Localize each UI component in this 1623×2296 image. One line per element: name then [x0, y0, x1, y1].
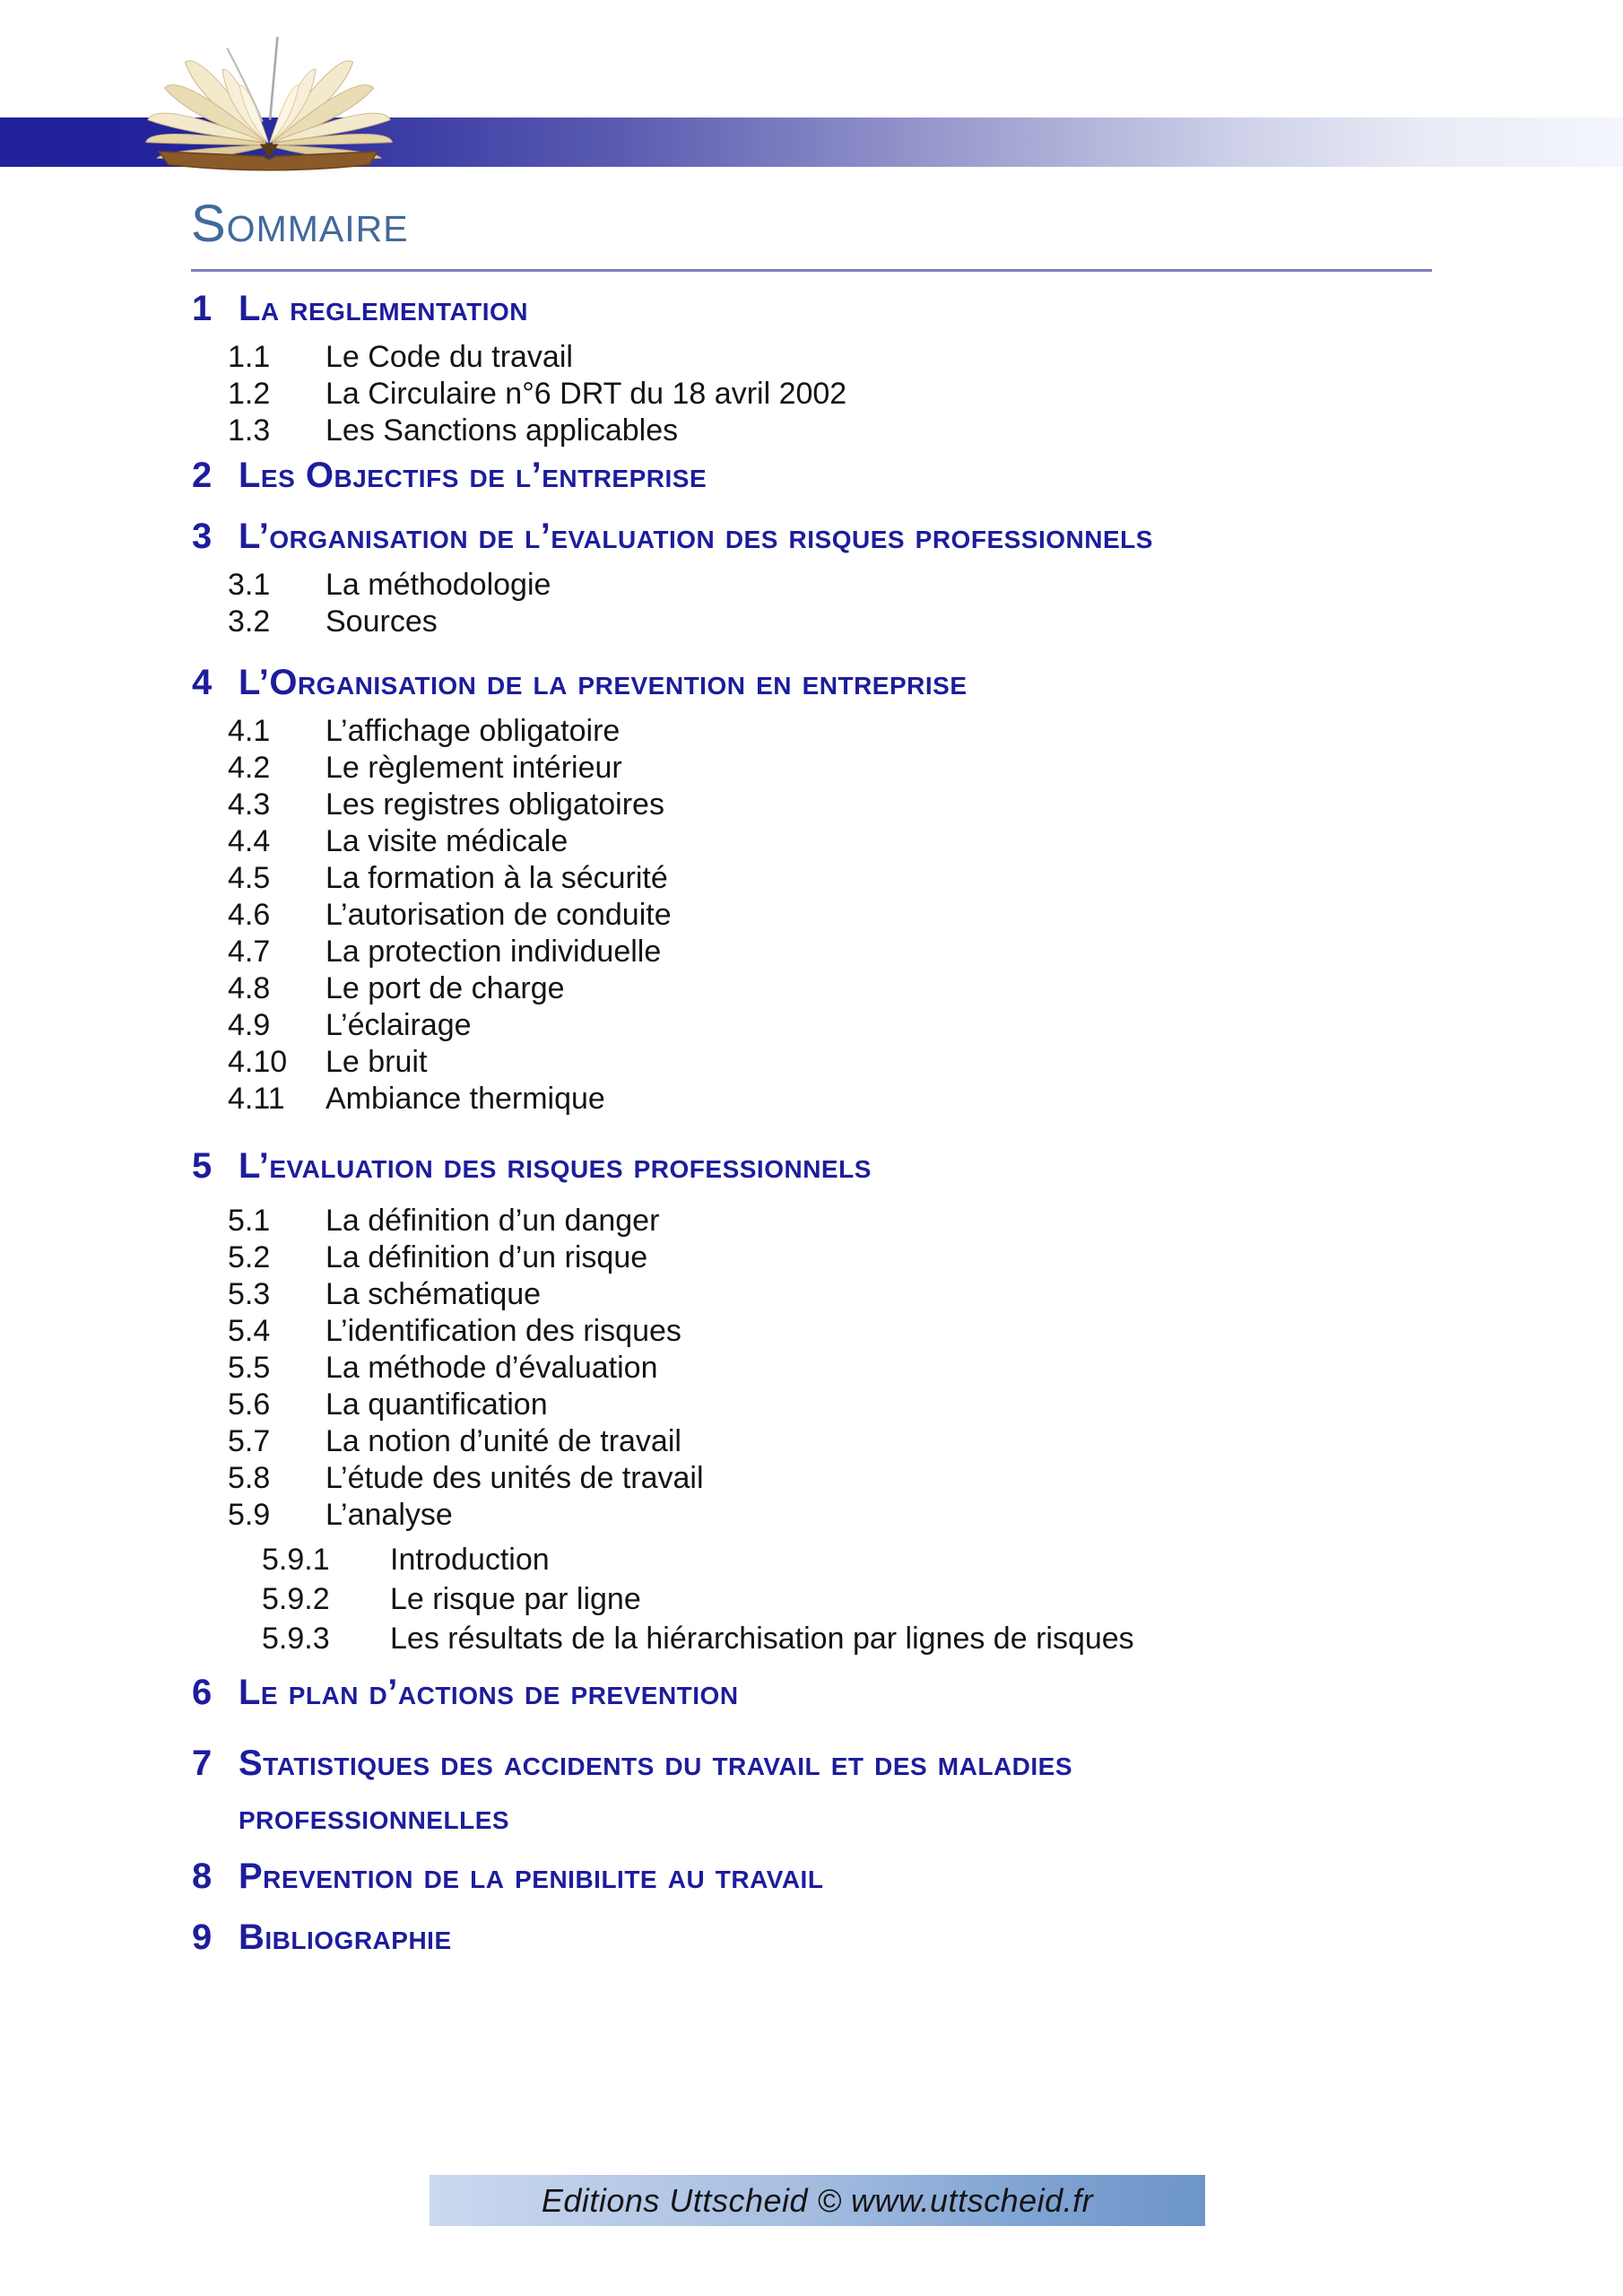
- footer-text: Editions Uttscheid © www.uttscheid.fr: [541, 2181, 1094, 2219]
- toc-section-row: [0, 1915, 1623, 1960]
- toc-item-label: La définition d’un risque: [325, 1240, 648, 1274]
- toc-section-row: [0, 1736, 1623, 1844]
- toc-section-row: [0, 286, 1623, 331]
- toc-section-label: Bibliographie: [239, 1918, 452, 1957]
- toc-item-row: [0, 376, 1623, 413]
- toc-section-label: Les Objectifs de l’entreprise: [239, 456, 707, 495]
- toc-item-label: La protection individuelle: [325, 935, 662, 969]
- toc-item-row: [0, 934, 1623, 970]
- toc-item-number: 4.8: [228, 971, 271, 1005]
- toc-item-label: La méthode d’évaluation: [325, 1351, 658, 1385]
- toc-section-number: 3: [192, 517, 213, 556]
- toc-item-label: L’affichage obligatoire: [325, 714, 621, 748]
- toc-item-row: [0, 787, 1623, 823]
- toc-item-number: 5.6: [228, 1387, 271, 1422]
- toc-item-row: [0, 1239, 1623, 1276]
- toc-item-label: Le risque par ligne: [390, 1582, 641, 1616]
- toc-item-number: 4.2: [228, 751, 271, 785]
- toc-item-number: 5.9: [228, 1498, 271, 1532]
- toc-item-label: Le Code du travail: [325, 340, 573, 374]
- toc-item-label: Le règlement intérieur: [325, 751, 622, 785]
- toc-item-row: [0, 1276, 1623, 1313]
- toc-item-label: La formation à la sécurité: [325, 861, 668, 895]
- toc-item-row: [0, 1423, 1623, 1460]
- toc-item-number: 5.3: [228, 1277, 271, 1311]
- toc-item-row: [0, 1387, 1623, 1423]
- toc-item-row: [0, 1313, 1623, 1350]
- toc-item-number: 4.5: [228, 861, 271, 895]
- toc-item-number: 4.4: [228, 824, 271, 858]
- toc-item-number: 1.3: [228, 413, 271, 448]
- toc-item-number: 4.10: [228, 1045, 288, 1079]
- toc-section-number: 5: [192, 1146, 213, 1186]
- toc-item-number: 1.1: [228, 340, 271, 374]
- toc-item-label: L’autorisation de conduite: [325, 898, 672, 932]
- toc-section-row: [0, 453, 1623, 498]
- toc-section-number: 1: [192, 289, 213, 328]
- toc-section-number: 8: [192, 1857, 213, 1896]
- toc-item-number: 5.9.2: [262, 1582, 330, 1616]
- toc-section-label: Statistiques des accidents du travail et des maladies professionnelles: [239, 1744, 1073, 1837]
- toc-item-row: [0, 1350, 1623, 1387]
- toc-item-number: 4.11: [228, 1082, 285, 1116]
- toc-section-label: La reglementation: [239, 289, 528, 328]
- toc-item-number: 5.9.1: [262, 1543, 330, 1577]
- toc-section-label: Prevention de la penibilite au travail: [239, 1857, 824, 1896]
- toc-item-row: [0, 604, 1623, 640]
- toc-item-label: Le port de charge: [325, 971, 565, 1005]
- toc-section-label: Le plan d’actions de prevention: [239, 1673, 739, 1712]
- toc-item-label: L’étude des unités de travail: [325, 1461, 704, 1495]
- toc-item-row: [0, 339, 1623, 376]
- toc-subsection-group: [0, 1203, 1623, 1658]
- toc-item-number: 4.6: [228, 898, 271, 932]
- toc-section-label: L’organisation de l’evaluation des risques professionnels: [239, 517, 1153, 556]
- toc-item-label: Sources: [325, 604, 438, 639]
- toc-item-number: 1.2: [228, 377, 271, 411]
- toc-item-row: [0, 860, 1623, 897]
- toc-item-label: Les registres obligatoires: [325, 787, 664, 822]
- toc-item-number: 4.7: [228, 935, 271, 969]
- toc-item-number: 3.2: [228, 604, 271, 639]
- toc-subsection-group: [0, 713, 1623, 1118]
- toc-item-label: La méthodologie: [325, 568, 551, 602]
- toc-item-row: [0, 1007, 1623, 1044]
- toc-item-label: La Circulaire n°6 DRT du 18 avril 2002: [325, 377, 847, 411]
- toc-item-row: [0, 897, 1623, 934]
- toc-item-label: L’identification des risques: [325, 1314, 681, 1348]
- toc-section-row: [0, 514, 1623, 559]
- toc-item-number: 5.2: [228, 1240, 271, 1274]
- toc-item-row: [0, 750, 1623, 787]
- toc-item-label: L’éclairage: [325, 1008, 472, 1042]
- toc-item-number: 4.3: [228, 787, 271, 822]
- toc-section-label: L’evaluation des risques professionnels: [239, 1146, 872, 1186]
- toc-subsection-group: [0, 567, 1623, 640]
- toc-section-row: [0, 1854, 1623, 1899]
- toc-section-row: [0, 660, 1623, 705]
- toc-item-number: 5.9.3: [262, 1622, 330, 1656]
- toc-item-row: [0, 713, 1623, 750]
- toc-item-label: La notion d’unité de travail: [325, 1424, 681, 1458]
- toc-item-label: La visite médicale: [325, 824, 568, 858]
- page-title: Sommaire: [191, 195, 409, 253]
- toc-item-row: [0, 1044, 1623, 1081]
- toc-item-number: 5.7: [228, 1424, 271, 1458]
- toc-item-label: La quantification: [325, 1387, 548, 1422]
- toc-section-number: 6: [192, 1673, 213, 1712]
- toc-item-number: 5.1: [228, 1204, 271, 1238]
- toc-section-number: 7: [192, 1744, 213, 1783]
- toc-section-number: 2: [192, 456, 213, 495]
- toc-item-row: [0, 1619, 1623, 1658]
- toc-item-row: [0, 823, 1623, 860]
- toc-section-number: 4: [192, 663, 213, 702]
- toc-item-number: 5.8: [228, 1461, 271, 1495]
- toc-item-number: 4.9: [228, 1008, 271, 1042]
- toc-item-number: 3.1: [228, 568, 271, 602]
- toc-item-row: [0, 1460, 1623, 1497]
- title-divider: [191, 269, 1432, 272]
- toc-item-label: L’analyse: [325, 1498, 453, 1532]
- toc-item-row: [0, 1081, 1623, 1118]
- toc-section-label: L’Organisation de la prevention en entreprise: [239, 663, 968, 702]
- toc-section-row: [0, 1670, 1623, 1715]
- toc-item-number: 5.5: [228, 1351, 271, 1385]
- toc-section-row: [0, 1144, 1623, 1188]
- toc-item-row: [0, 1497, 1623, 1534]
- toc-section-number: 9: [192, 1918, 213, 1957]
- toc-item-label: Les Sanctions applicables: [325, 413, 679, 448]
- toc-item-label: Les résultats de la hiérarchisation par lignes de risques: [390, 1622, 1134, 1656]
- toc-subsection-group: [0, 339, 1623, 449]
- toc-item-row: [0, 1579, 1623, 1619]
- toc-item-label: Introduction: [390, 1543, 550, 1577]
- toc-item-row: [0, 567, 1623, 604]
- toc-list: [0, 286, 1623, 1960]
- toc-item-label: Ambiance thermique: [325, 1082, 605, 1116]
- toc-item-label: La définition d’un danger: [325, 1204, 660, 1238]
- toc-item-number: 5.4: [228, 1314, 271, 1348]
- toc-item-number: 4.1: [228, 714, 271, 748]
- toc-item-row: [0, 970, 1623, 1007]
- toc-item-row: [0, 1540, 1623, 1579]
- footer-bar: [430, 2175, 1205, 2226]
- toc-item-label: La schématique: [325, 1277, 542, 1311]
- toc-item-label: Le bruit: [325, 1045, 428, 1079]
- toc-item-row: [0, 413, 1623, 449]
- toc-item-row: [0, 1203, 1623, 1239]
